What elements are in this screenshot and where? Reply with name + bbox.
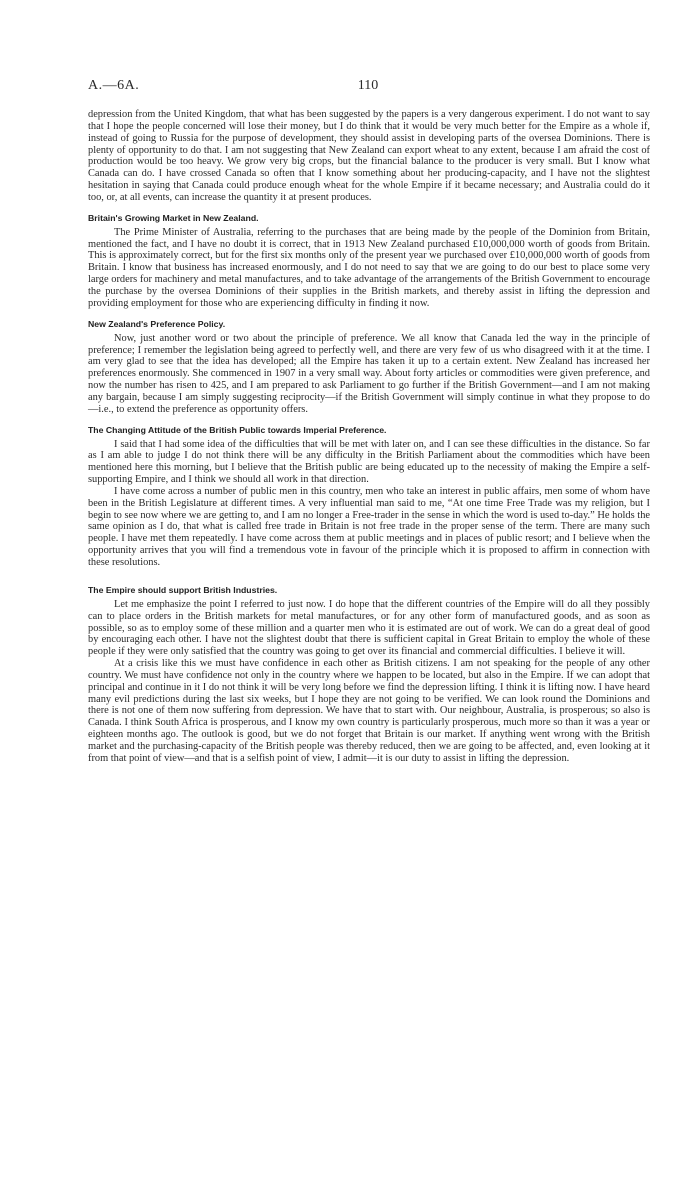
section-paragraph: I said that I had some idea of the difficulties that will be met with later on, and I can see these difficulties in the distance. So far as I am able to judge I do not think there will be any difficulty in the British Parliament about the commodities which have been mentioned here this morning, but I believe that the British public are being educated up to the necessity of making the Empire a self-supporting Empire, and I think we should all work in that direction. [88,438,650,486]
section-support-industries [88,585,650,765]
section-paragraph: I have come across a number of public men in this country, men who take an interest in public affairs, men some of whom have been in the British Legislature at different times. A very influential man said to me, “At one time Free Trade was my religion, but I begin to see now where we are getting to, and I am no longer a Free-trader in the sense in which the word is used to-day.” He holds the same opinion as I do, that what is called free trade in Britain is not free trade in the proper sense of the term. There are many such people. I have met them repeatedly. I have come across them at public meetings and in places of public resort; and I believe when the opportunity arrives that you will find a tremendous vote in favour of the principle which it is proposed to affirm in connection with these resolutions. [88,485,650,568]
section-changing-attitude [88,425,650,569]
section-heading: The Changing Attitude of the British Public towards Imperial Preference. [88,424,387,435]
section-heading: Britain's Growing Market in New Zealand. [88,212,259,223]
document-body [88,109,650,765]
section-paragraph: The Prime Minister of Australia, referring to the purchases that are being made by the people of the Dominion from Britain, mentioned the fact, and I have no doubt it is correct, that in 1913 New Zealand purchased £10,000,000 worth of goods from Britain. This is approximately correct, but for the first six months only of the present year we purchased over £10,000,000 worth of goods from Britain. I know that business has increased enormously, and I do not need to say that we are going to do our best to place some very large orders for machinery and metal manufactures, and to take advantage of the arrangements of the British Government to encourage the purchase by the oversea Dominions of their supplies in the British markets, and thereby assist in lifting the depression and providing employment for those who are experiencing difficulty in finding it now. [88,226,650,309]
section-preference-policy [88,319,650,416]
intro-paragraph: depression from the United Kingdom, that what has been suggested by the papers is a very dangerous experiment. I do not want to say that I hope the people concerned will lose their money, but I do think that it would be very much better for the Empire as a whole if, instead of going to Russia for the purpose of development, they should assist in developing parts of the oversea Dominions. There is plenty of opportunity to do that. I am not suggesting that New Zealand can export wheat to any extent, because I am afraid the cost of production would be too heavy. We grow very big crops, but the financial balance to the producer is very small. But I know what Canada can do. I have crossed Canada so often that I know something about her producing-capacity, and I have not the slightest hesitation in saying that Canada could produce enough wheat for the whole Empire if it became necessary; and Australia could do it too, or, at all events, can increase the quantity it at present produces. [88,109,650,203]
section-paragraph: At a crisis like this we must have confidence in each other as British citizens. I am not speaking for the people of any other country. We must have confidence not only in the country where we happen to be located, but also in the Empire. If we can adopt that principal and continue in it I do not think it will be very long before we find the depression lifting. I think it is lifting now. I have heard many evil predictions during the last six weeks, but I hope they are not going to be verified. We can look round the Dominions and there is not one of them now suffering from depression. We have that to start with. Our neighbour, Australia, is prosperous; so also is Canada. I think South Africa is prosperous, and I know my own country is particularly prosperous, much more so than it was a year or eighteen months ago. The outlook is good, but we do not forget that Britain is our market. If anything went wrong with the British market and the purchasing-capacity of the British people was thereby reduced, then we are going to be affected, and, even looking at it from that point of view—and that is a selfish point of view, I admit—it is our duty to assist in lifting the depression. [88,658,650,764]
page-header [88,78,648,98]
section-paragraph: Now, just another word or two about the principle of preference. We all know that Canada led the way in the principle of preference; I remember the legislation being agreed to perfectly well, and there are very few of us who disagreed with it at the time. I am very glad to see that the idea has developed; all the Empire has taken it up to a certain extent. New Zealand has increased her preferences enormously. She commenced in 1907 in a very small way. About forty articles or commodities were given preference, and now the number has risen to 425, and I am prepared to ask Parliament to go further if the British Government—and I am not making any bargain, because I am simply suggesting reciprocity—if the British Government will simply continue in what they propose to do—i.e., to extend the preference as opportunity offers. [88,332,650,415]
section-heading: New Zealand's Preference Policy. [88,318,226,329]
section-britains-market [88,213,650,310]
document-reference: A.—6A. [88,78,140,93]
page-number: 110 [357,78,379,93]
section-heading: The Empire should support British Industries. [88,584,278,595]
section-paragraph: Let me emphasize the point I referred to just now. I do hope that the different countries of the Empire will do all they possibly can to place orders in the British markets for metal manufactures, or for any other form of manufactured goods, and as soon as possible, so as to employ some of these million and a quarter men who it is estimated are out of work. We can do a great deal of good by encouraging each other. I have not the slightest doubt that there is sufficient capital in Great Britain to employ the whole of these people if they were only satisfied that the country was going to get over its financial and commercial difficulties. I believe it will. [88,598,650,658]
